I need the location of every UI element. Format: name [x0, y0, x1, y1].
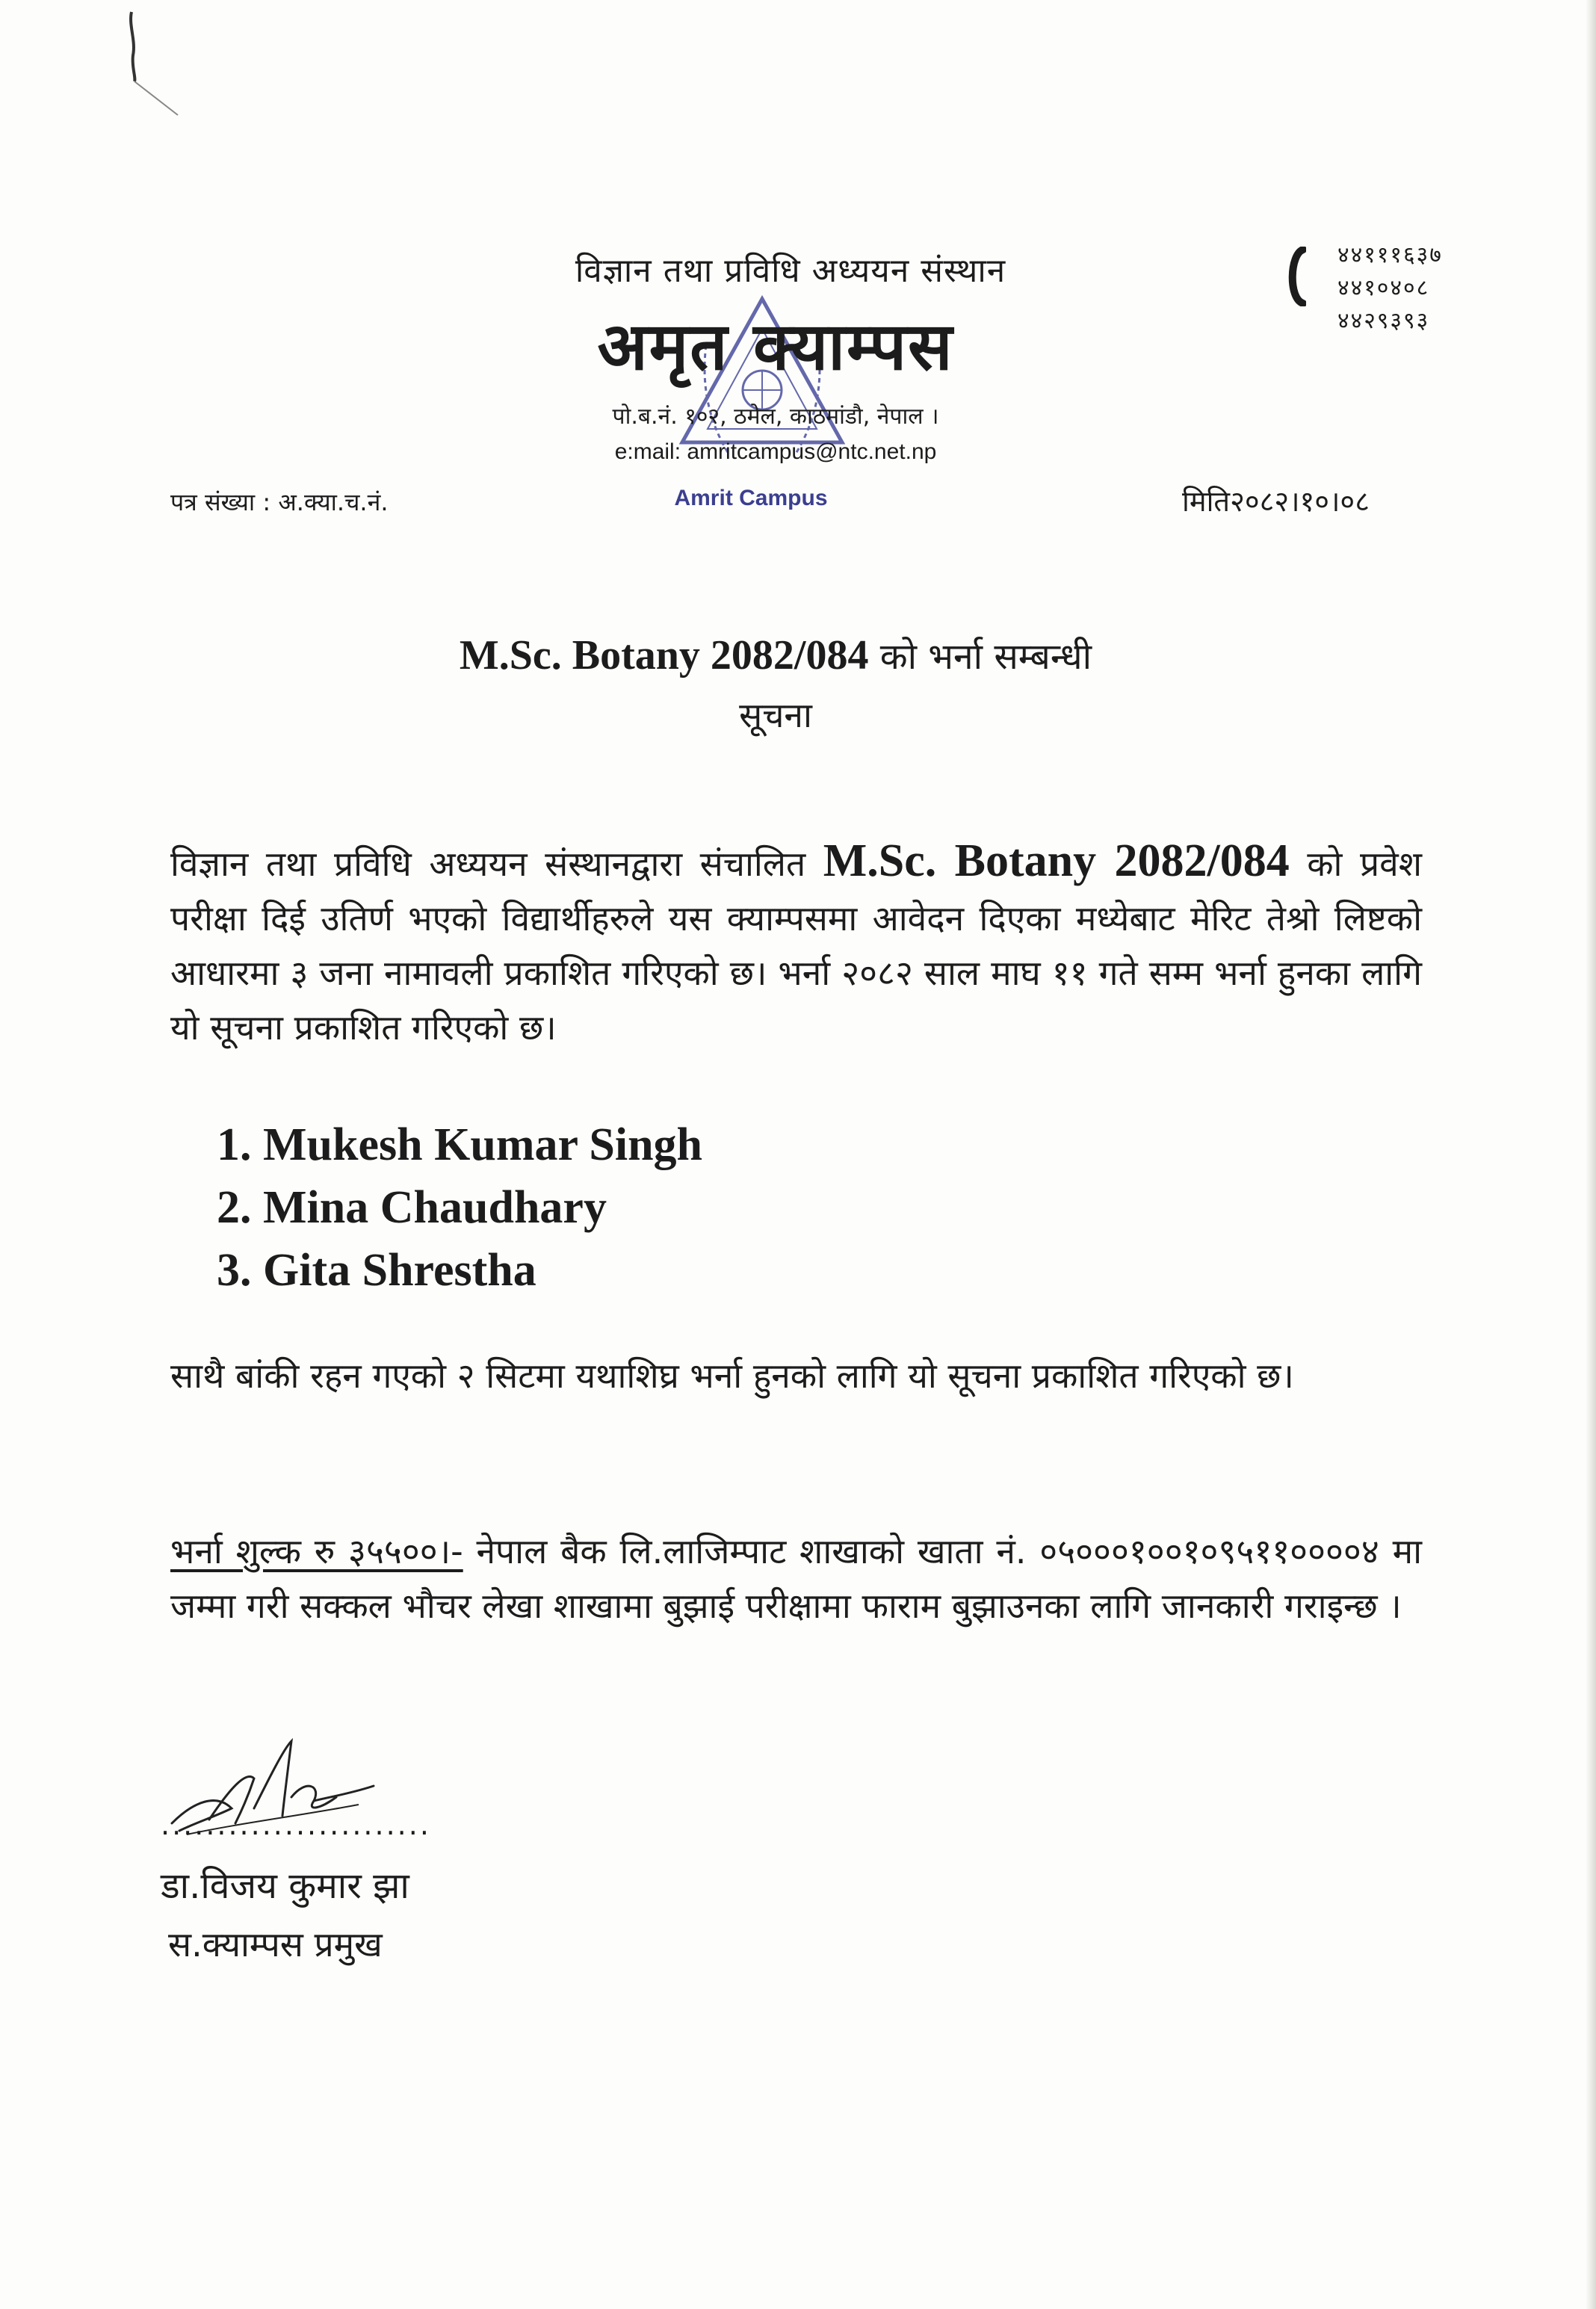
notice-title-text: को भर्ना सम्बन्धी: [879, 636, 1092, 678]
list-item: [217, 1176, 702, 1239]
telephone-icon: [1285, 247, 1306, 306]
list-number: 2.: [217, 1182, 252, 1233]
phone-numbers: [1337, 239, 1443, 338]
pen-scratch-mark: [126, 10, 193, 123]
list-item: [217, 1113, 702, 1176]
institute-name: विज्ञान तथा प्रविधि अध्ययन संस्थान: [575, 252, 1006, 290]
list-number: 3.: [217, 1245, 252, 1296]
fee-label: भर्ना शुल्क रु ३५५००।-: [170, 1531, 463, 1571]
student-name: Mina Chaudhary: [263, 1182, 607, 1233]
seal-label: Amrit Campus: [674, 486, 828, 510]
paragraph-remaining-seats: साथै बांकी रहन गएको २ सिटमा यथाशिघ्र भर्ना हुनको लागि यो सूचना प्रकाशित गरिएको छ।: [170, 1356, 1294, 1396]
phone-number: ४४१०४०८: [1337, 275, 1430, 301]
paragraph-intro-text: विज्ञान तथा प्रविधि अध्ययन संस्थानद्वारा संचालित: [170, 844, 806, 884]
program-name: M.Sc. Botany 2082/084: [823, 835, 1290, 886]
list-item: [217, 1239, 702, 1302]
paragraph-admission-fee: [170, 1524, 1422, 1633]
paragraph-rest-text: को प्रवेश परीक्षा दिई उतिर्ण भएको विद्यार्थीहरुले यस क्याम्पसमा आवेदन दिएका मध्येबाट मेरिट तेश्रो लिष्टको आधारमा ३ जना नामावली प्रकाशित गरिएको छ। भर्ना २०८२ साल माघ ११ गते सम्म भर्ना हुनका लागि यो सूचना प्रकाशित गरिएको छ।: [170, 844, 1423, 1048]
phone-number: ४४१११६३७: [1337, 242, 1443, 268]
selected-students-list: [217, 1113, 702, 1302]
letter-date: मिति२०८२।१०।०८: [1182, 485, 1370, 518]
campus-email: e:mail: amritcampus@ntc.net.np: [614, 439, 937, 464]
notice-title: [0, 631, 1596, 680]
phone-number: ४४२९३९३: [1337, 308, 1430, 334]
notice-word: सूचना: [739, 695, 812, 735]
campus-name-heading: अमृत क्याम्पस: [597, 308, 954, 385]
signer-title: स.क्याम्पस प्रमुख: [168, 1924, 383, 1965]
student-name: Gita Shrestha: [263, 1245, 536, 1296]
notice-title-program: M.Sc. Botany 2082/084: [459, 632, 869, 679]
campus-address: पो.ब.नं. १०२, ठमेल, काठमांडौ, नेपाल ।: [612, 404, 939, 430]
list-number: 1.: [217, 1119, 252, 1170]
student-name: Mukesh Kumar Singh: [263, 1119, 703, 1170]
signer-name: डा.विजय कुमार झा: [161, 1865, 409, 1907]
letter-reference-number: पत्र संख्या : अ.क्या.च.नं.: [170, 488, 389, 516]
paragraph-admission-intro: [170, 837, 1422, 1055]
fee-instructions: नेपाल बैक लि.लाजिम्पाट शाखाको खाता नं. ०५०००१००१०९५११००००४ मा जम्मा गरी सक्कल भौचर लेखा शाखामा बुझाई परीक्षामा फाराम बुझाउनका लागि जानकारी गराइन्छ ।: [170, 1531, 1422, 1626]
signature-line: ........................: [161, 1808, 431, 1841]
